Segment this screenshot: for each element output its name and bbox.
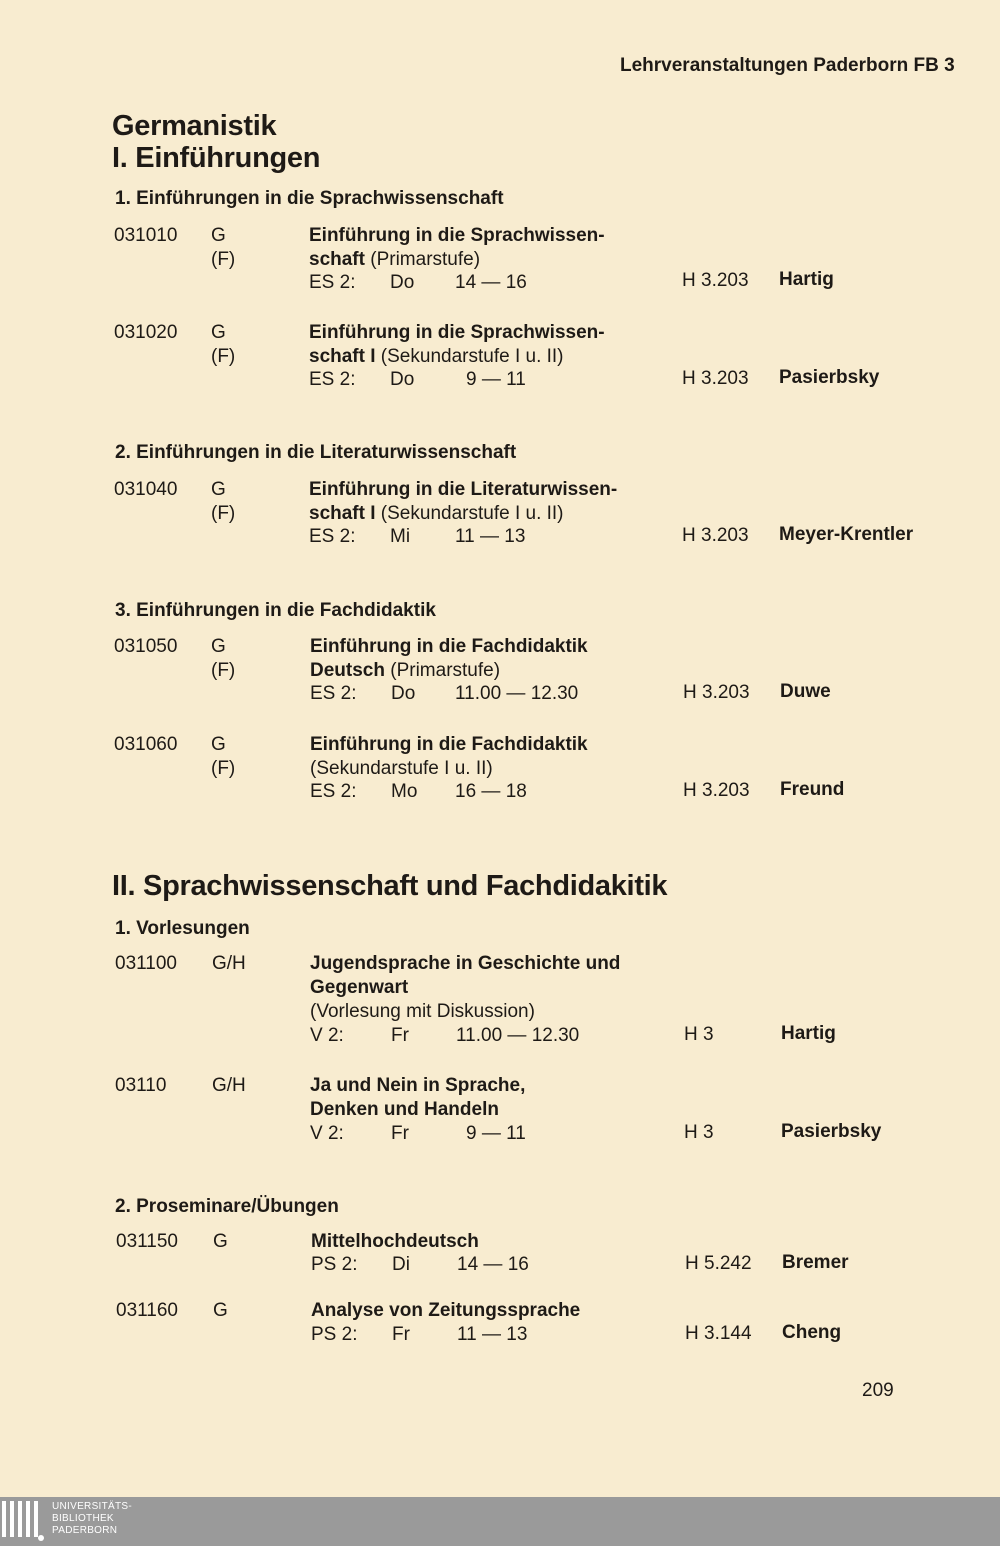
subsection-heading: 2. Proseminare/Übungen — [115, 1196, 339, 1217]
course-number: 031100 — [115, 953, 177, 974]
course-kind: ES 2: — [310, 683, 357, 704]
running-head: Lehrveranstaltungen Paderborn FB 3 — [620, 55, 955, 76]
subsection-heading: 3. Einführungen in die Fachdidaktik — [115, 600, 436, 621]
library-footer — [0, 1497, 1000, 1546]
course-number: 031160 — [116, 1300, 178, 1321]
course-title-line2: schaft I (Sekundarstufe I u. II) — [309, 503, 564, 524]
course-time: 11.00 — 12.30 — [455, 683, 579, 704]
course-type-note: (F) — [211, 758, 236, 779]
course-day: Do — [391, 683, 416, 704]
course-number: 031040 — [114, 479, 178, 500]
course-title-line2: Deutsch (Primarstufe) — [310, 660, 501, 681]
course-type-note: (F) — [211, 660, 236, 681]
course-room: H 3 — [684, 1024, 714, 1045]
course-title: Mittelhochdeutsch — [311, 1231, 479, 1252]
course-day: Do — [390, 272, 415, 293]
course-kind: PS 2: — [311, 1324, 358, 1345]
course-title-line2: schaft (Primarstufe) — [309, 249, 481, 270]
course-title-line2: Gegenwart — [310, 977, 409, 998]
logo-dot-icon — [38, 1535, 44, 1541]
course-room: H 5.242 — [685, 1253, 752, 1274]
course-number: 031060 — [114, 734, 178, 755]
course-time: 14 — 16 — [457, 1254, 529, 1275]
course-day: Fr — [391, 1123, 409, 1144]
course-title: Einführung in die Sprachwissen- — [309, 225, 605, 246]
library-name-line: BIBLIOTHEK — [52, 1513, 114, 1524]
course-number: 031150 — [116, 1231, 178, 1252]
course-title: Ja und Nein in Sprache, — [310, 1075, 526, 1096]
course-room: H 3.203 — [682, 368, 749, 389]
course-type: G — [211, 479, 226, 500]
course-type: G/H — [212, 953, 246, 974]
course-day: Fr — [391, 1025, 409, 1046]
course-lecturer: Cheng — [782, 1322, 842, 1343]
course-day: Mi — [390, 526, 411, 547]
course-type: G — [211, 636, 226, 657]
course-time: 11.00 — 12.30 — [456, 1025, 580, 1046]
course-room: H 3.203 — [683, 780, 750, 801]
course-type-note: (F) — [211, 346, 236, 367]
course-lecturer: Bremer — [782, 1252, 849, 1273]
course-lecturer: Pasierbsky — [781, 1121, 882, 1142]
library-name-line: PADERBORN — [52, 1525, 118, 1536]
course-title: Einführung in die Sprachwissen- — [309, 322, 605, 343]
course-room: H 3.203 — [682, 525, 749, 546]
course-number: 031010 — [114, 225, 178, 246]
course-number: 031020 — [114, 322, 178, 343]
course-kind: V 2: — [310, 1025, 344, 1046]
course-room: H 3.203 — [682, 270, 749, 291]
course-day: Mo — [391, 781, 418, 802]
course-type: G — [213, 1231, 228, 1252]
course-day: Do — [390, 369, 415, 390]
course-lecturer: Freund — [780, 779, 845, 800]
course-type: G/H — [212, 1075, 246, 1096]
course-lecturer: Duwe — [780, 681, 831, 702]
section-heading-2: II. Sprachwissenschaft und Fachdidakitik — [112, 870, 668, 902]
page-title: Germanistik — [112, 110, 277, 142]
course-kind: V 2: — [310, 1123, 344, 1144]
course-type: G — [211, 734, 226, 755]
course-kind: ES 2: — [309, 272, 356, 293]
course-day: Di — [392, 1254, 410, 1275]
section-heading-1: I. Einführungen — [112, 142, 321, 174]
course-lecturer: Meyer-Krentler — [779, 524, 914, 545]
course-time: 9 — 11 — [466, 1123, 526, 1144]
course-time: 14 — 16 — [455, 272, 527, 293]
course-kind: ES 2: — [309, 526, 356, 547]
course-lecturer: Hartig — [779, 269, 834, 290]
course-room: H 3.144 — [685, 1323, 752, 1344]
subsection-heading: 1. Einführungen in die Sprachwissenschaft — [115, 188, 504, 209]
course-type-note: (F) — [211, 503, 236, 524]
course-time: 16 — 18 — [455, 781, 527, 802]
course-title-line2: schaft I (Sekundarstufe I u. II) — [309, 346, 564, 367]
course-room: H 3.203 — [683, 682, 750, 703]
page-number: 209 — [862, 1380, 894, 1401]
course-room: H 3 — [684, 1122, 714, 1143]
subsection-heading: 1. Vorlesungen — [115, 918, 250, 939]
library-name — [52, 1501, 132, 1537]
course-kind: PS 2: — [311, 1254, 358, 1275]
subsection-heading: 2. Einführungen in die Literaturwissenschaft — [115, 442, 517, 463]
course-kind: ES 2: — [310, 781, 357, 802]
course-number: 031050 — [114, 636, 178, 657]
course-time: 9 — 11 — [466, 369, 526, 390]
course-title: Jugendsprache in Geschichte und — [310, 953, 621, 974]
course-title: Einführung in die Fachdidaktik — [310, 734, 588, 755]
course-number: 03110 — [115, 1075, 167, 1096]
course-time: 11 — 13 — [455, 526, 526, 547]
course-type: G — [211, 225, 226, 246]
course-title: Einführung in die Literaturwissen- — [309, 479, 618, 500]
course-type-note: (F) — [211, 249, 236, 270]
course-title-line2: (Sekundarstufe I u. II) — [310, 758, 493, 779]
course-title: Analyse von Zeitungssprache — [311, 1300, 581, 1321]
course-title-line2: Denken und Handeln — [310, 1099, 499, 1120]
course-day: Fr — [392, 1324, 410, 1345]
library-name-line: UNIVERSITÄTS- — [52, 1501, 133, 1512]
course-title-line3: (Vorlesung mit Diskussion) — [310, 1001, 535, 1022]
course-time: 11 — 13 — [457, 1324, 528, 1345]
course-lecturer: Hartig — [781, 1023, 836, 1044]
course-type: G — [211, 322, 226, 343]
course-lecturer: Pasierbsky — [779, 367, 880, 388]
course-title: Einführung in die Fachdidaktik — [310, 636, 588, 657]
course-type: G — [213, 1300, 228, 1321]
course-kind: ES 2: — [309, 369, 356, 390]
